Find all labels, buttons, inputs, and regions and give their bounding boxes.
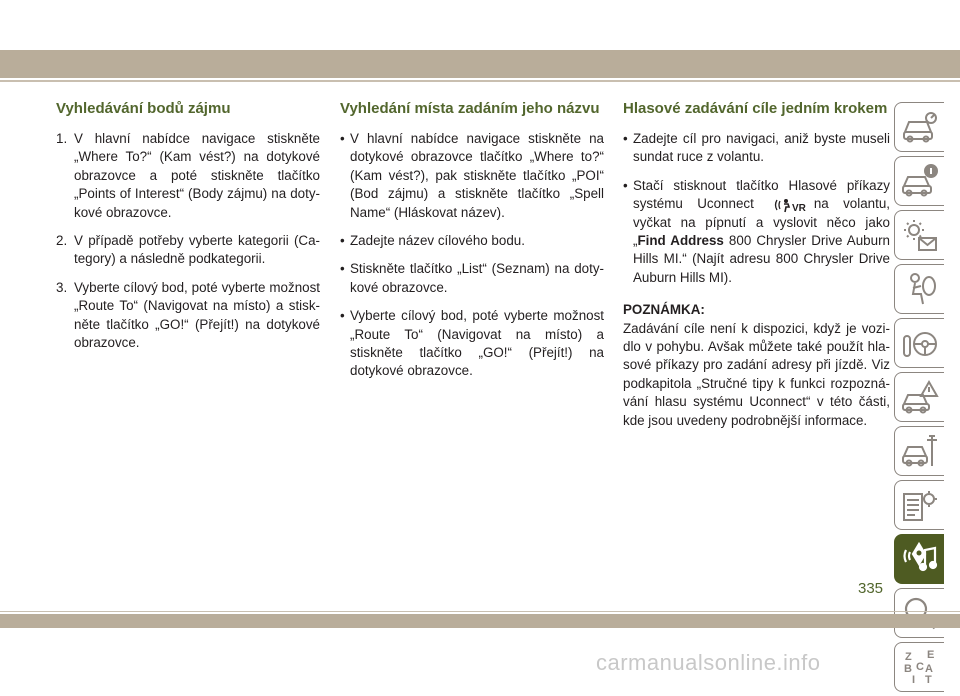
chapter-tab[interactable]	[894, 102, 944, 152]
bullet: •	[623, 177, 628, 193]
car-tools-icon	[901, 432, 939, 470]
chapter-tab[interactable]	[894, 372, 944, 422]
section-heading-voice-destination: Hlasové zadávání cíle jedním krokem	[623, 100, 888, 117]
index-letter: A	[924, 663, 933, 675]
car-info-icon	[901, 162, 939, 200]
index-letter: C	[915, 661, 924, 673]
list-item	[340, 260, 604, 297]
bullet: •	[623, 131, 628, 146]
list-item	[340, 232, 604, 250]
list-number: 3.	[56, 279, 68, 295]
chapter-tab-active[interactable]	[894, 534, 944, 584]
list-text: 800 Chrysler Drive Auburn Hills MI.“ (Najít adresu 800 Chrysler Drive Auburn Hills MI).	[633, 233, 890, 285]
list-item	[56, 232, 320, 269]
list-text: na volantu, vyčkat na pípnutí a vyslovit něco jako „	[633, 196, 890, 249]
note-body: Zadávání cíle není k dispozici, když je vozidlo v pohybu. Avšak můžete také použít hlasové příkazy pro zadání adresy při jízdě. Viz podkapitola „Stručné tipy k funkci rozpoznávání hlasu systému Uconnect“ v této části, kde jsou uvedeny podrobnější informace.	[623, 320, 890, 428]
chapter-tabs	[894, 102, 944, 696]
chapter-tab[interactable]	[894, 588, 944, 638]
list-number: 1.	[56, 131, 68, 146]
list-text: V hlavní nabídce navigace stiskněte na dotykové obrazovce tlačítko „Where to?“ (Kam vést?), pak stiskněte tlačítko „POI“ (Bod zájmu) a stiskněte tlačítko „Spell Name“ (Hláskovat název).	[350, 131, 604, 220]
chapter-tab[interactable]	[894, 210, 944, 260]
steering-wheel-icon	[901, 324, 939, 362]
footer-band-line	[0, 611, 960, 612]
index-letter: B	[903, 663, 912, 675]
vr-icon-label: VR	[791, 202, 806, 214]
bullet: •	[340, 233, 345, 249]
specifications-gear-icon	[901, 486, 939, 524]
index-letter: Z	[904, 651, 912, 663]
column-spell-name	[340, 100, 604, 391]
list-text: Stačí stisknout tlačítko Hlasové příkazy systému Uconnect	[633, 177, 890, 212]
list-text: Stiskněte tlačítko „List“ (Seznam) na dotykové obrazovce.	[350, 261, 604, 295]
bold-command-text: Find Address	[637, 233, 724, 249]
index-letter: E	[926, 649, 934, 661]
list-item	[623, 177, 890, 287]
car-warning-icon	[901, 378, 939, 416]
header-band-line	[0, 80, 960, 82]
note-title: POZNÁMKA:	[623, 302, 705, 318]
list-text: Vyberte cílový bod, poté vyberte možnost „Route To“ (Navigovat na místo) a stiskněte tlačítko „GO!“ (Přejít!) na dotykové obrazovce.	[350, 308, 604, 379]
chapter-tab[interactable]	[894, 642, 944, 692]
chapter-tab[interactable]	[894, 264, 944, 314]
multimedia-music-icon	[901, 540, 939, 578]
lights-message-icon	[901, 216, 939, 254]
list-text: Zadejte název cílového bodu.	[350, 233, 525, 249]
airbag-person-icon	[901, 270, 939, 308]
voice-command-vr-icon	[774, 197, 808, 213]
chapter-tab[interactable]	[894, 480, 944, 530]
page-number: 335	[858, 580, 884, 597]
list-text: V případě potřeby vyberte kategorii (Category) a následně podkategorii.	[74, 233, 320, 267]
list-text: Vyberte cílový bod, poté vyberte možnost „Route To“ (Navigovat na místo) a stiskněte tlačítko „GO!“ (Přejít!) na dotykové obrazovce.	[74, 279, 320, 351]
index-letters-icon	[901, 648, 939, 686]
header-band	[0, 50, 960, 78]
section-heading-poi: Vyhledávání bodů zájmu	[56, 100, 231, 117]
chapter-tab[interactable]	[894, 318, 944, 368]
bullet: •	[340, 131, 345, 146]
bullet: •	[340, 261, 345, 277]
bullet: •	[340, 308, 345, 324]
list-item	[340, 130, 604, 222]
footer-band	[0, 614, 960, 628]
column-points-of-interest	[56, 100, 320, 362]
list-number: 2.	[56, 233, 68, 249]
chapter-tab[interactable]	[894, 426, 944, 476]
column-one-shot-voice	[623, 100, 890, 430]
chapter-tab[interactable]	[894, 156, 944, 206]
car-instruments-icon	[901, 108, 939, 146]
index-letter: I	[911, 674, 915, 686]
section-heading-spell-name: Vyhledání místa zadáním jeho názvu	[340, 100, 600, 117]
list-text: Zadejte cíl pro navigaci, aniž byste museli sundat ruce z volantu.	[633, 131, 890, 165]
watermark: carmanualsonline.info	[596, 650, 821, 675]
list-item	[340, 307, 604, 381]
index-letter: T	[924, 674, 932, 686]
list-item	[56, 130, 320, 222]
list-item	[56, 279, 320, 353]
list-item	[623, 130, 890, 167]
list-text: V hlavní nabídce navigace stiskněte „Where To?“ (Kam vést?) na dotykové obrazovce a poté stiskněte tlačítko „Points of Interest“ (Body zájmu) na dotykové obrazovce.	[74, 131, 320, 220]
